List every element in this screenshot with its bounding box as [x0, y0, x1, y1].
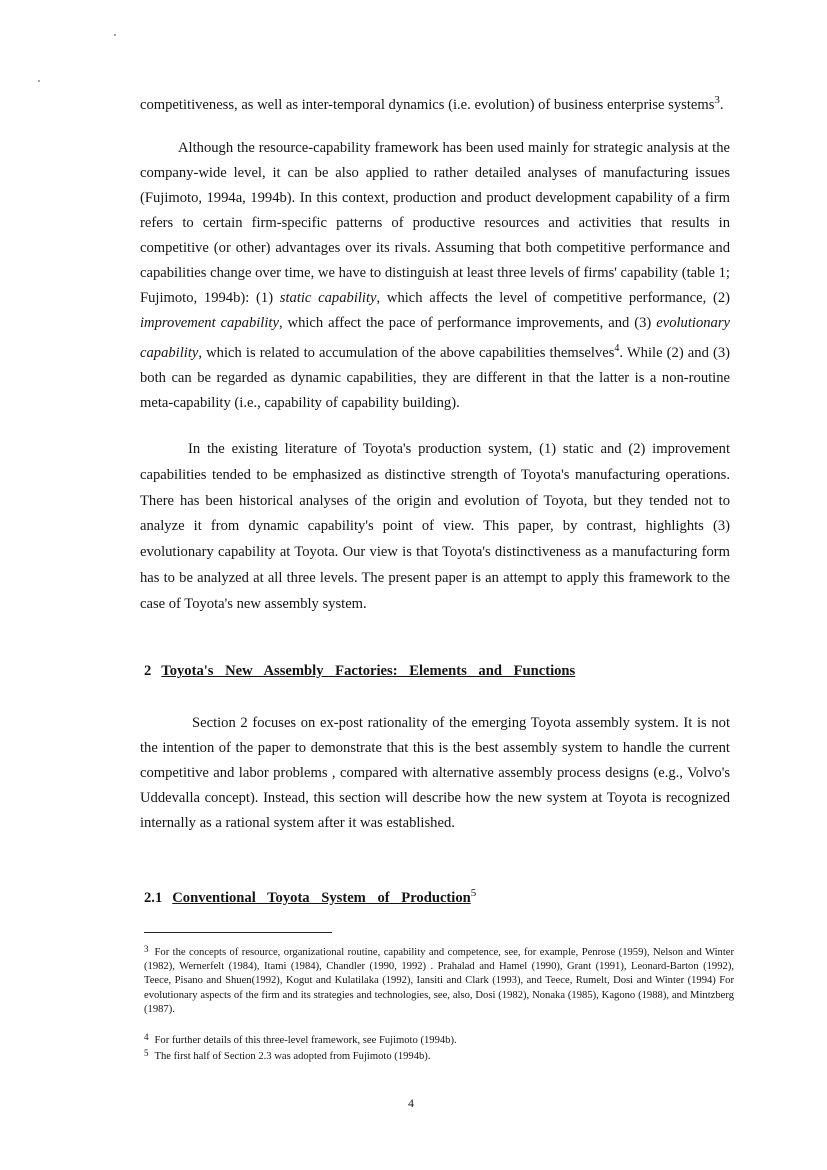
footnote-3-text: For the concepts of resource, organizational routine, capability and competence, see, for example, Penrose (1959), Nelson and Winter (1982), Wernerfelt (1984), Itami (1984), Chandler (1990, 1992) . Prahalad and Hamel (1990), Grant (1991), Leonard-Barton (1992), Teece, Pisano and Shuen(1992), Kogut and Kulatilaka (1992), Iansiti and Clark (1993), and Teece, Rumelt, Dosi and Winter (1994) For evolutionary aspects of the firm and its strategies and technologies, see, also, Dosi (1982), Nonaka (1985), Kagono (1988), and Mintzberg (1987).: [144, 947, 734, 1015]
paragraph-2-text-b: , which affects the level of competitive performance, (2): [376, 290, 730, 306]
paragraph-4: Section 2 focuses on ex-post rationality of the emerging Toyota assembly system. It is not the intention of the paper to demonstrate that this is the best assembly system to handle the current competitive and labor problems , compared with alternative assembly process designs (e.g., Volvo's Uddevalla concept). Instead, this section will describe how the new system at Toyota is recognized internally as a rational system after it was established.: [140, 715, 730, 831]
page-number: 4: [408, 1096, 414, 1110]
section-2-title: Toyota's New Assembly Factories: Elements and Functions: [161, 663, 576, 679]
section-2-1-heading: [144, 887, 476, 907]
term-evolutionary-capability: evolutionary capability: [140, 315, 730, 361]
term-improvement-capability: improvement capability: [140, 315, 279, 331]
paragraph-1: [140, 88, 730, 118]
section-2-heading: [144, 663, 575, 680]
footnote-5: [144, 1046, 734, 1064]
footnote-3-number: 3: [144, 944, 149, 954]
footnote-5-number: 5: [144, 1048, 149, 1058]
footnote-4-number: 4: [144, 1032, 149, 1042]
footnote-divider: [144, 932, 332, 933]
paragraph-2-text-c: , which affect the pace of performance improvements, and (3): [278, 315, 657, 331]
footnote-4-text: For further details of this three-level framework, see Fujimoto (1994b).: [154, 1035, 457, 1046]
footnote-ref-4[interactable]: 4: [614, 343, 620, 354]
section-2-1-title: Conventional Toyota System of Production: [172, 890, 471, 906]
footnote-3: [144, 942, 734, 1017]
section-2-number: 2: [144, 663, 152, 679]
scan-speck: [114, 34, 116, 36]
paragraph-3: In the existing literature of Toyota's production system, (1) static and (2) improvement capabilities tended to be emphasized as distinctive strength of Toyota's manufacturing operations. There has been historical analyses of the origin and evolution of Toyota, but they tended not to analyze it from dynamic capability's point of view. This paper, by contrast, highlights (3) evolutionary capability at Toyota. Our view is that Toyota's distinctiveness as a manufacturing form has to be analyzed at all three levels. The present paper is an attempt to apply this framework to the case of Toyota's new assembly system.: [140, 441, 730, 612]
paragraph-1-text: competitiveness, as well as inter-temporal dynamics (i.e. evolution) of business enterprise systems: [140, 96, 715, 113]
paragraph-1-end: .: [719, 96, 724, 113]
term-static-capability: static capability: [279, 290, 377, 306]
paragraph-2-text-a: Although the resource-capability framework has been used mainly for strategic analysis at the company-wide level, it can be also applied to rather detailed analyses of manufacturing issues (Fujimoto, 1994a, 1994b). In this context, production and product development capability of a firm refers to certain firm-specific patterns of productive resources and activities that results in competitive (or other) advantages over its rivals. Assuming that both competitive performance and capabilities change over time, we have to distinguish at least three levels of firms' capability (table 1; Fujimoto, 1994b): (1): [140, 140, 730, 306]
footnote-5-text: The first half of Section 2.3 was adopted from Fujimoto (1994b).: [154, 1051, 431, 1062]
footnote-ref-3[interactable]: 3: [714, 94, 720, 106]
paragraph-2-text-e: . While (2) and (3) both can be regarded as dynamic capabilities, they are different in that the latter is a non-routine meta-capability (i.e., capability of capability building).: [140, 344, 731, 411]
paragraph-2: [140, 136, 730, 416]
scan-speck: [38, 80, 40, 82]
paragraph-2-text-d: , which is related to accumulation of the above capabilities themselves: [198, 344, 615, 361]
section-2-1-number: 2.1: [144, 890, 163, 906]
footnote-ref-5[interactable]: 5: [470, 887, 477, 899]
